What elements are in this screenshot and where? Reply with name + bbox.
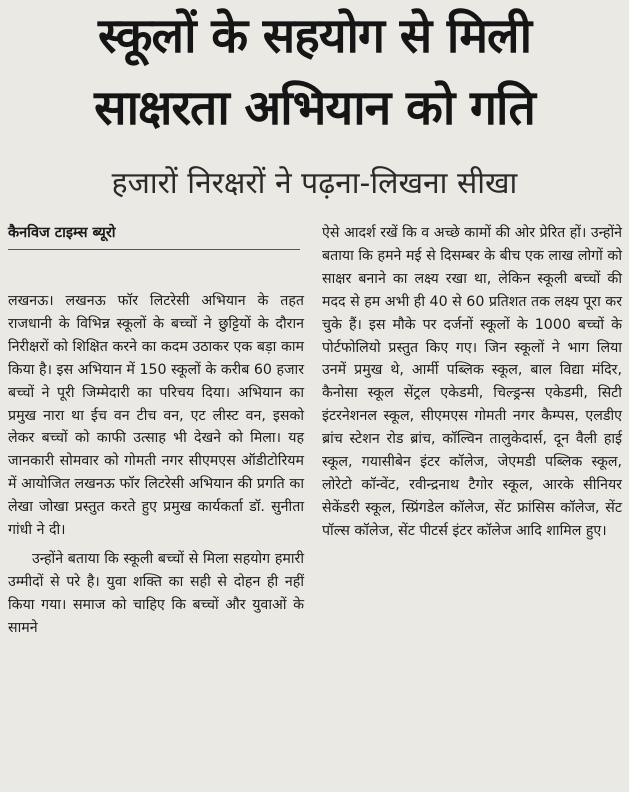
article-column-right bbox=[322, 222, 622, 543]
subheadline: हजारों निरक्षरों ने पढ़ना-लिखना सीखा bbox=[111, 166, 518, 201]
article-column-left bbox=[8, 222, 304, 640]
byline: कैनविज टाइम्स ब्यूरो bbox=[8, 225, 116, 241]
article-paragraph-2: उन्होंने बताया कि स्कूली बच्चों से मिला सहयोग हमारी उम्मीदों से परे है। युवा शक्ति का सही से दोहन ही नहीं किया गया। समाज को चाहिए कि बच्चों और युवाओं के सामने bbox=[8, 550, 304, 636]
byline-divider bbox=[8, 249, 300, 250]
headline-line-1: स्कूलों के सहयोग से मिली bbox=[97, 8, 531, 64]
headline-line-2: साक्षरता अभियान को गति bbox=[94, 80, 535, 136]
article-paragraph-1: लखनऊ। लखनऊ फॉर लिटरेसी अभियान के तहत राजधानी के विभिन्न स्कूलों के बच्चों ने छुट्टियों के दौरान निरीक्षरों को शिक्षित करने का कदम उठाकर एक बड़ा काम किया है। इस अभियान में 150 स्कूलों के करीब 60 हजार बच्चों ने पूरी जिम्मेदारी का परिचय दिया। अभियान का प्रमुख नारा था ईच वन टीच वन, एट लीस्ट वन, इसको लेकर बच्चों को काफी उत्साह भी देखने को मिला। यह जानकारी सोमवार को गोमती नगर सीएमएस ऑडीटोरियम में आयोजित लखनऊ फॉर लिटरेसी अभियान की प्रगति का लेखा जोखा प्रस्तुत करते हुए प्रमुख कार्यकर्ता डॉ. सुनीता गांधी ने दी। bbox=[8, 293, 304, 539]
article-paragraph-3: ऐसे आदर्श रखें कि व अच्छे कामों की ओर प्रेरित हों। उन्होंने बताया कि हमने मई से दिसम्बर के बीच एक लाख लोगों को साक्षर बनाने का लक्ष्य रखा था, लेकिन स्कूली बच्चों की मदद से हम अभी ही 40 से 60 प्रतिशत तक लक्ष्य पूरा कर चुके हैं। इस मौके पर दर्जनों स्कूलों के 1000 बच्चों के पोर्टफोलियो प्रस्तुत किए गए। जिन स्कूलों ने भाग लिया उनमें प्रमुख थे, आर्मी पब्लिक स्कूल, बाल विद्या मंदिर, कैनोसा स्कूल सेंट्रल एकेडमी, चिल्ड्रन्स एकेडमी, सिटी इंटरनेशनल स्कूल, सीएमएस गोमती नगर कैम्पस, एलडीए ब्रांच स्टेशन रोड ब्रांच, कॉल्विन तालुकेदार्स, दून वैली हाई स्कूल, गयासीबेन इंटर कॉलेज, जेएमडी पब्लिक स्कूल, लोरेटो कॉन्वेंट, रवीन्द्रनाथ टैगोर स्कूल, आरके सीनियर सेकेंडरी स्कूल, स्प्रिंगडेल कॉलेज, सेंट फ्रांसिस कॉलेज, सेंट पॉल्स कॉलेज, सेंट पीटर्स इंटर कॉलेज आदि शामिल हुए। bbox=[322, 225, 622, 539]
